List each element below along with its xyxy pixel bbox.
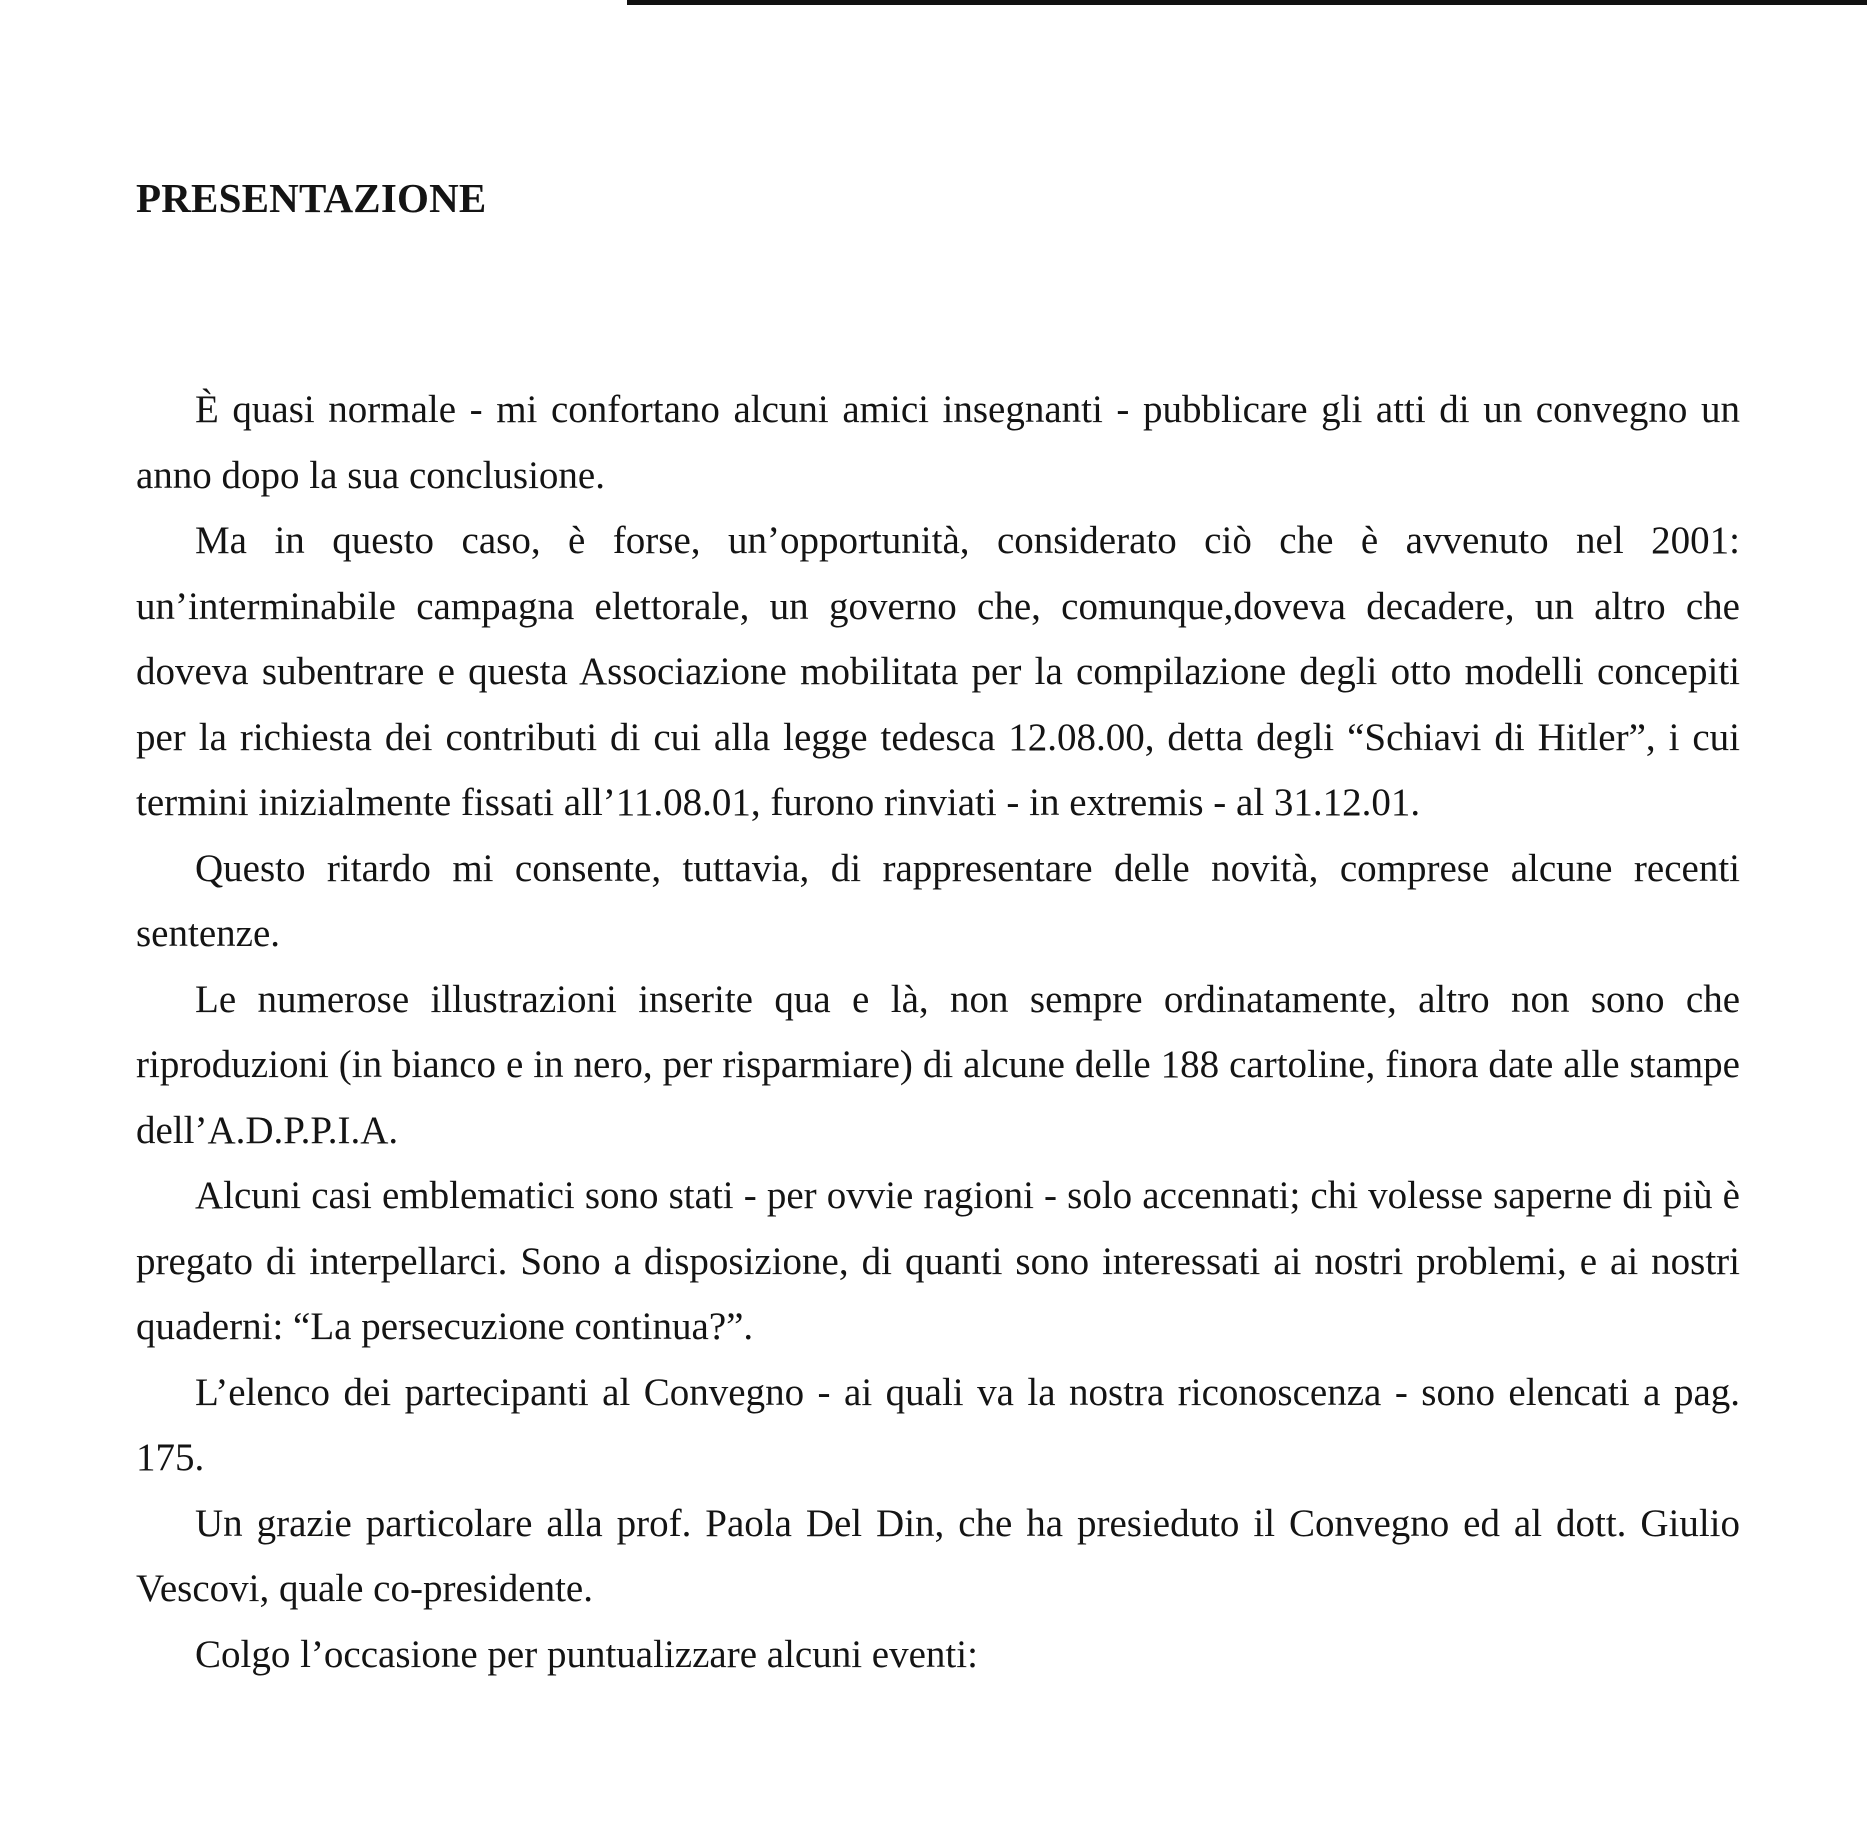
body-text	[136, 377, 1740, 1687]
paragraph-5: Alcuni casi emblematici sono stati - per ovvie ragioni - solo accennati; chi volesse saperne di più è pregato di interpellarci. Sono a disposizione, di quanti sono interessati ai nostri problemi, e ai nostri quaderni: “La persecuzione continua?”.	[136, 1174, 1740, 1348]
top-rule	[627, 0, 1867, 5]
paragraph-3: Questo ritardo mi consente, tuttavia, di rappresentare delle novità, comprese alcune recenti sentenze.	[136, 846, 1740, 955]
paragraph-4: Le numerose illustrazioni inserite qua e là, non sempre ordinatamente, altro non sono che riproduzioni (in bianco e in nero, per risparmiare) di alcune delle 188 cartoline, finora date alle stampe dell’A.D.P.P.I.A.	[136, 977, 1740, 1152]
paragraph-1: È quasi normale - mi confortano alcuni amici insegnanti - pubblicare gli atti di un convegno un anno dopo la sua conclusione.	[136, 388, 1740, 497]
paragraph-2: Ma in questo caso, è forse, un’opportunità, considerato ciò che è avvenuto nel 2001: un’interminabile campagna elettorale, un governo che, comunque,doveva decadere, un altro che doveva subentrare e questa Associazione mobilitata per la compilazione degli otto modelli concepiti per la richiesta dei contributi di cui alla legge tedesca 12.08.00, detta degli “Schiavi di Hitler”, i cui termini inizialmente fissati all’11.08.01, furono rinviati - in extremis - al 31.12.01.	[136, 519, 1740, 824]
paragraph-8: Colgo l’occasione per puntualizzare alcuni eventi:	[195, 1632, 978, 1676]
paragraph-6: L’elenco dei partecipanti al Convegno - ai quali va la nostra riconoscenza - sono elencati a pag. 175.	[136, 1370, 1740, 1479]
paragraph-7: Un grazie particolare alla prof. Paola Del Din, che ha presieduto il Convegno ed al dott. Giulio Vescovi, quale co-presidente.	[136, 1501, 1740, 1610]
page-title: PRESENTAZIONE	[136, 175, 487, 221]
